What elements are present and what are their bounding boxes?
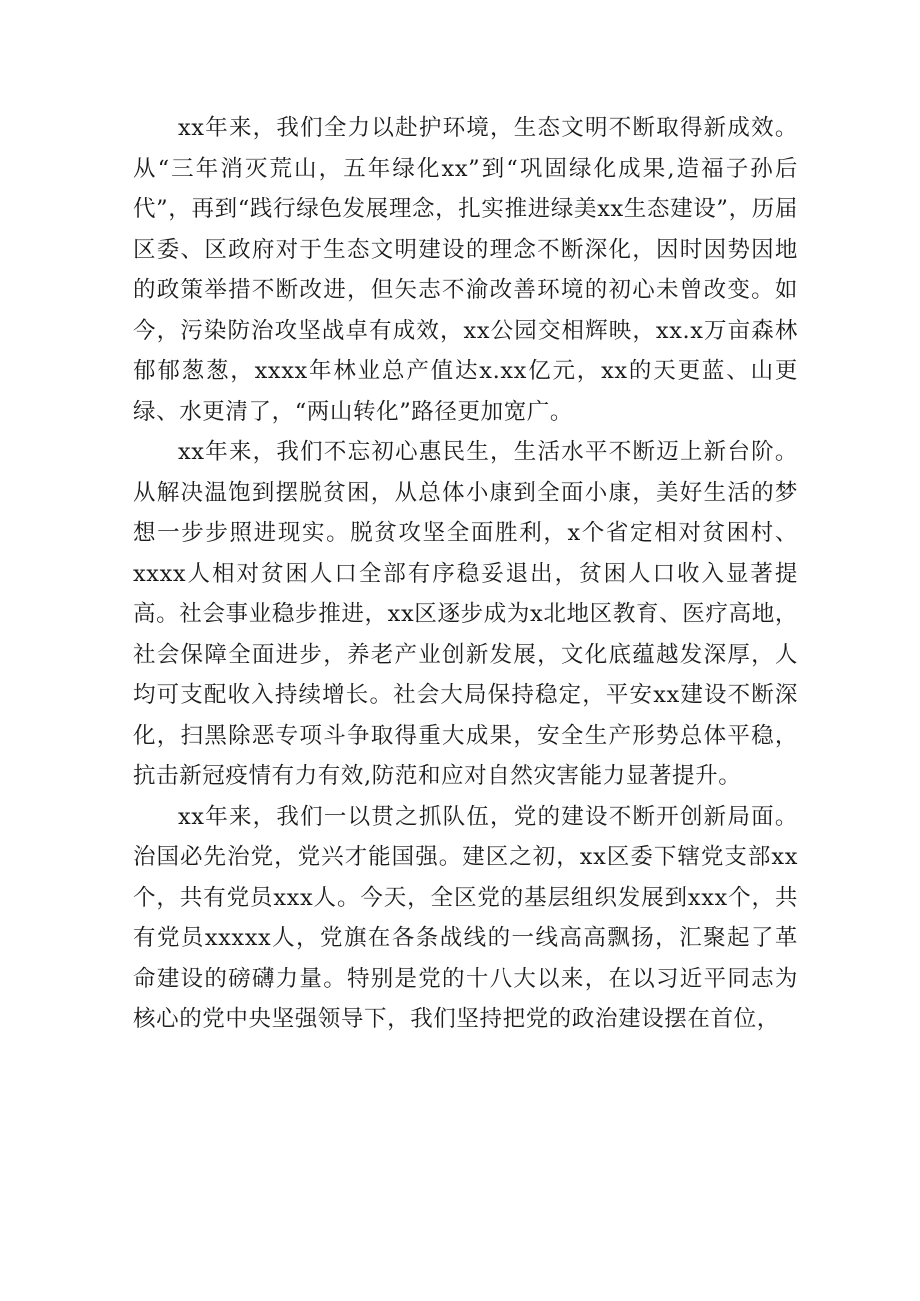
paragraph-party-building: xx年来，我们一以贯之抓队伍，党的建设不断开创新局面。治国必先治党，党兴才能国强。建区之初，xx区委下辖党支部xx个，共有党员xxx人。今天，全区党的基层组织发展到xxx个，共有党员xxxxx人，党旗在各条战线的一线高高飘扬，汇聚起了革命建设的磅礴力量。特别是党的十八大以来，在以习近平同志为核心的党中央坚强领导下，我们坚持把党的政治建设摆在首位，	[133, 803, 798, 1032]
document-body	[133, 108, 798, 1040]
paragraph-livelihood: xx年来，我们不忘初心惠民生，生活水平不断迈上新台阶。从解决温饱到摆脱贫困，从总体小康到全面小康，美好生活的梦想一步步照进现实。脱贫攻坚全面胜利，x个省定相对贫困村、xxxx人相对贫困人口全部有序稳妥退出，贫困人口收入显著提高。社会事业稳步推进，xx区逐步成为x北地区教育、医疗高地，社会保障全面进步，养老产业创新发展，文化底蕴越发深厚，人均可支配收入持续增长。社会大局保持稳定，平安xx建设不断深化，扫黑除恶专项斗争取得重大成果，安全生产形势总体平稳，抗击新冠疫情有力有效,防范和应对自然灾害能力显著提升。	[133, 439, 798, 789]
paragraph-environment: xx年来，我们全力以赴护环境，生态文明不断取得新成效。从“三年消灭荒山，五年绿化xx”到“巩固绿化成果,造福子孙后代”，再到“践行绿色发展理念，扎实推进绿美xx生态建设”，历届区委、区政府对于生态文明建设的理念不断深化，因时因势因地的政策举措不断改进，但矢志不渝改善环境的初心未曾改变。如今，污染防治攻坚战卓有成效，xx公园交相辉映，xx.x万亩森林郁郁葱葱，xxxx年林业总产值达x.xx亿元，xx的天更蓝、山更绿、水更清了，“两山转化”路径更加宽广。	[133, 115, 798, 425]
